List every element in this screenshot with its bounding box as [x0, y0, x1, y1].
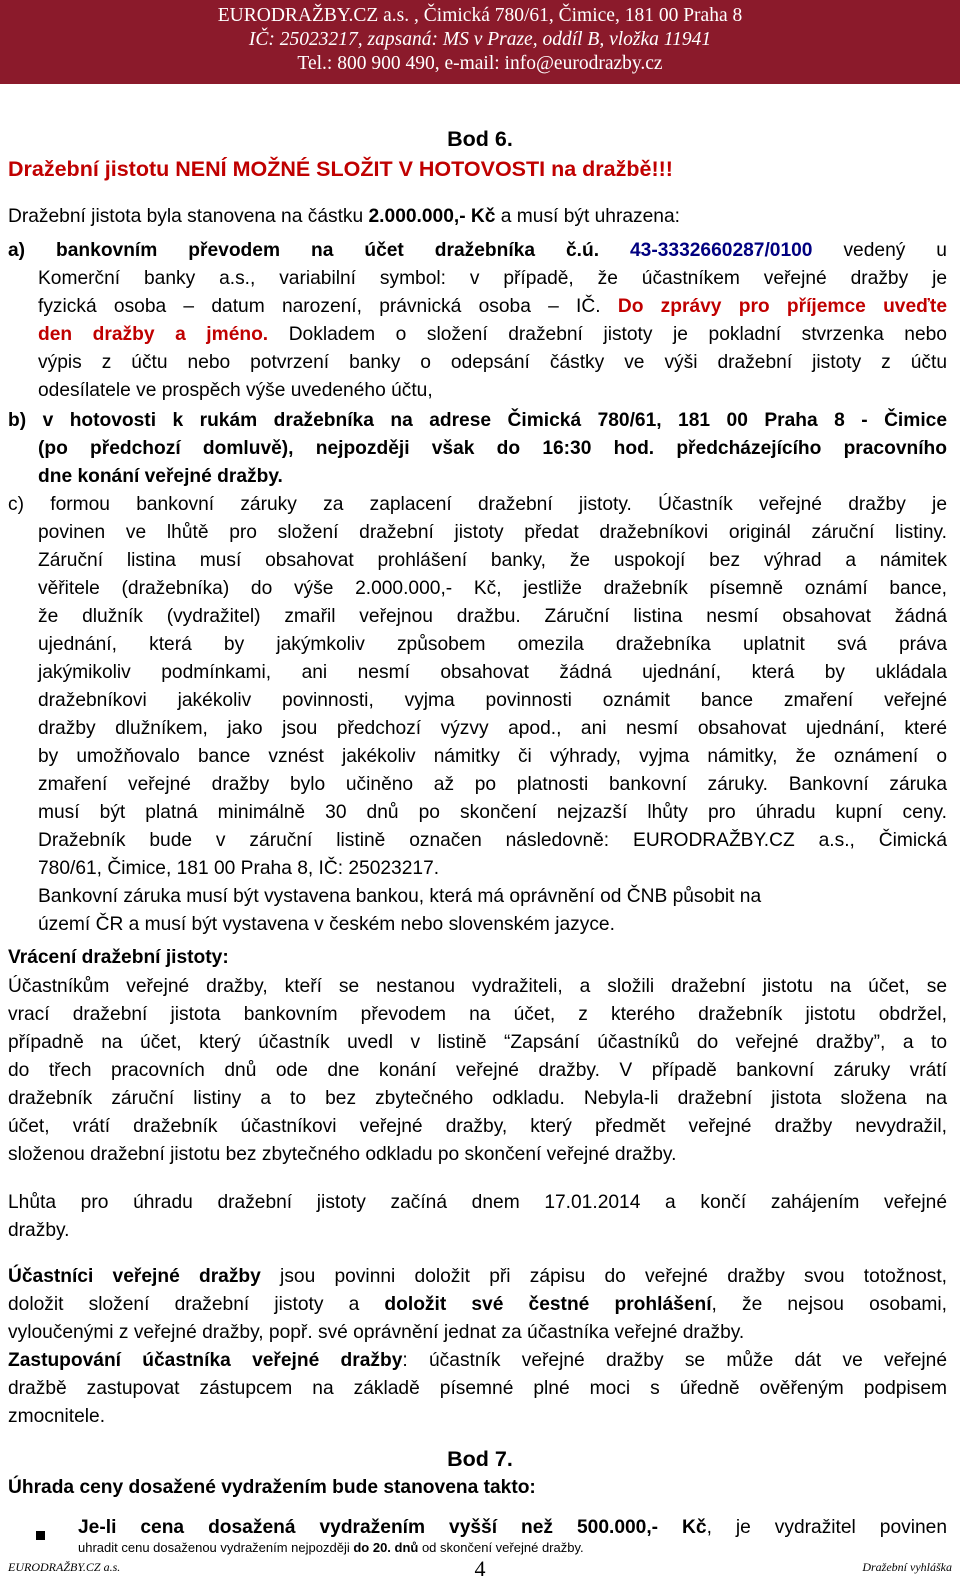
option-a-line4: den dražby a jméno. Dokladem o složení dražební jistoty je pokladní stvrzenka nebo [38, 324, 947, 345]
option-c-line: povinen ve lhůtě pro složení dražební jistoty předat dražebníkovi originál záruční listiny. [38, 522, 947, 543]
deposit-amount: 2.000.000,- Kč [368, 206, 496, 227]
option-b-line2: (po předchozí domluvě), nejpozději však do 16:30 hod. předcházejícího pracovního [38, 438, 947, 459]
footer-company: EURODRAŽBY.CZ a.s. [8, 1560, 121, 1574]
header-banner [0, 0, 960, 84]
account-number: 43-3332660287/0100 [630, 240, 813, 261]
option-c-line: území ČR a musí být vystavena v českém nebo slovenském jazyce. [38, 914, 615, 935]
option-c-line: Záruční listina musí obsahovat prohlášení banky, že uspokojí bez výhrad a námitek [38, 550, 947, 571]
option-b-line3: dne konání veřejné dražby. [38, 466, 283, 487]
deadline-line2: dražby. [8, 1220, 70, 1241]
price-bullet-line1: Je-li cena dosažená vydražením vyšší než 500.000,- Kč, je vydražitel povinen [78, 1517, 947, 1538]
option-c-line: věřitele (dražebníka) do výše 2.000.000,- Kč, jestliže dražebník písemně oznámí bance, [38, 578, 947, 599]
refund-line: vrací dražební jistota bankovním převodem na účet, z kterého dražebník jistotu obdržel, [8, 1004, 947, 1025]
option-c-line: že dlužník (vydražitel) zmařil veřejnou dražbu. Záruční listina nesmí obsahovat žádná [38, 606, 947, 627]
deposit-intro: Dražební jistota byla stanovena na částku 2.000.000,- Kč a musí být uhrazena: [8, 206, 680, 227]
option-c-line: Dražebník bude v záruční listině označen následovně: EURODRAŽBY.CZ a.s., Čimická [38, 830, 947, 851]
representation-line2: dražbě zastupovat zástupcem na základě písemné plné moci s úředně ověřeným podpisem [8, 1378, 947, 1399]
option-c-line: musí být platná minimálně 30 dnů po skončení nejzazší lhůty pro úhradu kupní ceny. [38, 802, 947, 823]
refund-line: složenou dražební jistotu bez zbytečného odkladu po skončení veřejné dražby. [8, 1144, 677, 1165]
option-c-line: 780/61, Čimice, 181 00 Praha 8, IČ: 25023217. [38, 858, 440, 879]
price-bullet-line2: uhradit cenu dosaženou vydražením nejpozději do 20. dnů od skončení veřejné dražby. [78, 1540, 678, 1556]
bod6-title: Bod 6. [447, 127, 513, 151]
page-number: 4 [474, 1556, 486, 1581]
option-c-line: zmaření veřejné dražby bylo učiněno až po platnosti bankovní záruky. Bankovní záruka [38, 774, 947, 795]
refund-line: dražebník záruční listiny a to bez zbytečného odkladu. Nebyla-li dražební jistota složena na [8, 1088, 947, 1109]
option-a-line2: Komerční banky a.s., variabilní symbol: v případě, že účastníkem veřejné dražby je [38, 268, 947, 289]
representation-line3: zmocnitele. [8, 1406, 106, 1427]
participants-line2: doložit složení dražební jistoty a doložit své čestné prohlášení, že nejsou osobami, [8, 1294, 947, 1315]
square-bullet-icon [36, 1524, 45, 1548]
bod7-title: Bod 7. [447, 1447, 513, 1471]
header-registration: IČ: 25023217, zapsaná: MS v Praze, oddíl B, vložka 11941 [248, 29, 712, 50]
refund-title: Vrácení dražební jistoty: [8, 947, 229, 968]
refund-line: účet, vrátí dražebník účastníkovi veřejné dražby, který předmět veřejné dražby nevydražil, [8, 1116, 947, 1137]
option-a-line3: fyzická osoba – datum narození, právnická osoba – IČ. Do zprávy pro příjemce uveďte [38, 296, 947, 317]
option-c-line: by umožňovalo bance vznést jakékoliv námitky či výhrady, vyjma námitky, že oznámení o [38, 746, 947, 767]
refund-line: Účastníkům veřejné dražby, kteří se nestanou vydražiteli, a složili dražební jistotu na účet, se [8, 976, 947, 997]
option-c-line: c) formou bankovní záruky za zaplacení dražební jistoty. Účastník veřejné dražby je [8, 494, 947, 515]
option-c-line: jakýmikoliv podmínkami, ani nesmí obsahovat žádná ujednání, která by ukládala [38, 662, 947, 683]
deadline-line1: Lhůta pro úhradu dražební jistoty začíná dnem 17.01.2014 a končí zahájením veřejné [8, 1192, 947, 1213]
option-c-line: dražby dlužníkem, jako jsou předchozí výzvy apod., ani nesmí obsahovat ujednání, které [38, 718, 947, 739]
option-c-line: ujednání, která by jakýmkoliv způsobem omezila dražebníka uplatnit svá práva [38, 634, 947, 655]
option-a-line6: odesílatele ve prospěch výše uvedeného účtu, [38, 380, 433, 401]
representation-line1: Zastupování účastníka veřejné dražby: účastník veřejné dražby se může dát ve veřejné [8, 1350, 947, 1371]
header-company: EURODRAŽBY.CZ a.s. , Čimická 780/61, Čimice, 181 00 Praha 8 [217, 5, 743, 26]
cash-warning: Dražební jistotu NENÍ MOŽNÉ SLOŽIT V HOTOVOSTI na dražbě!!! [8, 157, 673, 181]
participants-line1: Účastníci veřejné dražby jsou povinni doložit při zápisu do veřejné dražby svou totožnost, [8, 1266, 947, 1287]
refund-line: případně na účet, který účastník uvedl v listině “Zapsání účastníků do veřejné dražby”, a to [8, 1032, 947, 1053]
footer-document-title: Dražební vyhláška [862, 1560, 952, 1574]
bod7-heading: Úhrada ceny dosažené vydražením bude stanovena takto: [8, 1477, 536, 1498]
header-contact: Tel.: 800 900 490, e-mail: info@eurodrazby.cz [297, 53, 663, 74]
option-a-line5: výpis z účtu nebo potvrzení banky o odepsání částky ve výši dražební jistoty z účtu [38, 352, 947, 373]
option-b-line1: b) v hotovosti k rukám dražebníka na adrese Čimická 780/61, 181 00 Praha 8 - Čimice [8, 410, 947, 431]
option-c-line: dražebníkovi jakékoliv povinnosti, vyjma povinnosti oznámit bance zmaření veřejné [38, 690, 947, 711]
participants-line3: vyloučenými z veřejné dražby, popř. své oprávnění jednat za účastníka veřejné dražby. [8, 1322, 745, 1343]
refund-line: do třech pracovních dnů ode dne konání veřejné dražby. V případě bankovní záruky vrátí [8, 1060, 947, 1081]
option-c-line: Bankovní záruka musí být vystavena bankou, která má oprávnění od ČNB působit na [38, 886, 762, 907]
option-a-line1: a) bankovním převodem na účet dražebníka č.ú. 43-3332660287/0100 vedený u [8, 240, 947, 261]
page-footer [0, 1556, 960, 1580]
